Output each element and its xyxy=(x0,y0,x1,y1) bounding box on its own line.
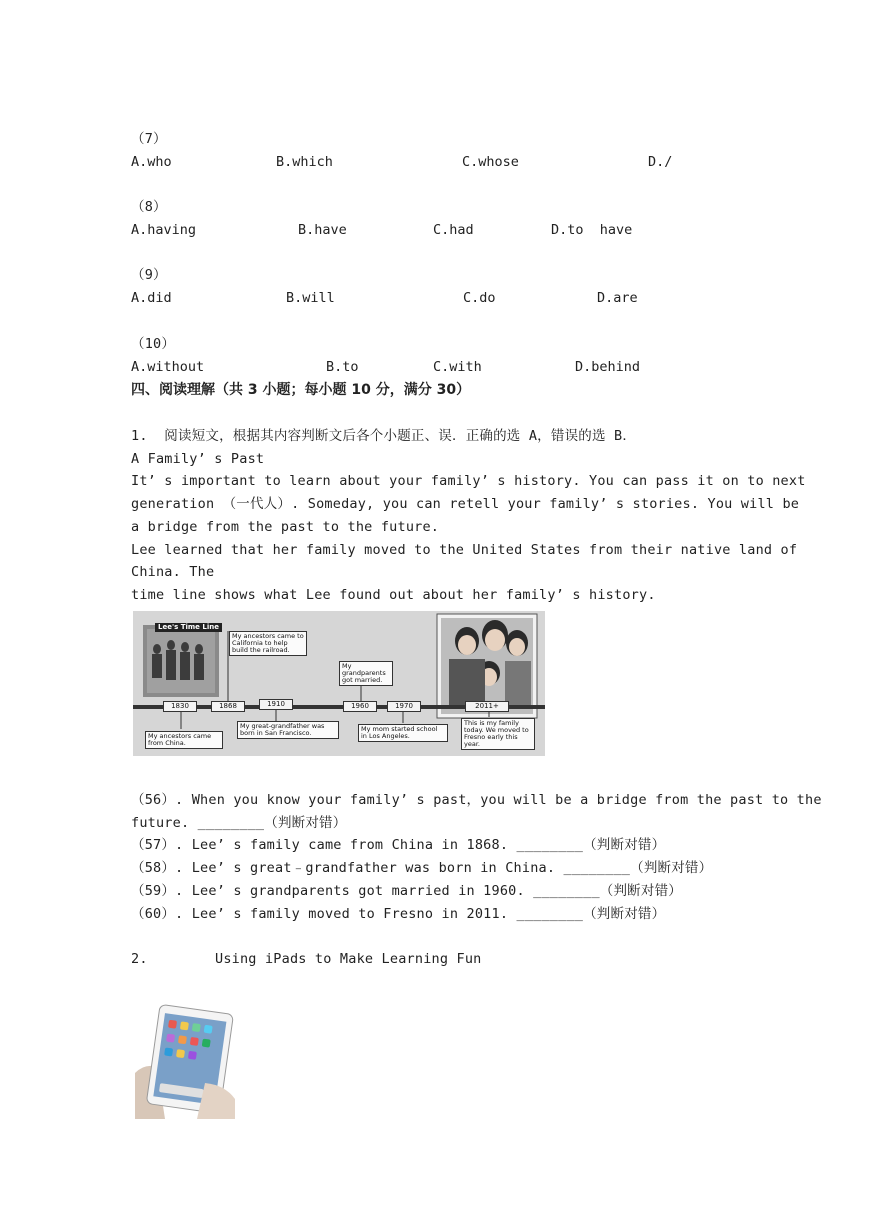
option-d: D.to have xyxy=(551,222,633,238)
passage-title: Using iPads to Make Learning Fun xyxy=(215,951,482,967)
option-c: C.had xyxy=(433,222,474,238)
note-family-today: This is my family today. We moved to Fresno early this year. xyxy=(461,718,535,750)
passage-line: China. The xyxy=(131,564,215,580)
option-c: C.with xyxy=(433,359,482,375)
year-marker: 1830 xyxy=(163,701,197,712)
passage-line: time line shows what Lee found out about her family’ s history. xyxy=(131,587,656,603)
section-heading: 四、阅读理解（共 3 小题；每小题 10 分，满分 30） xyxy=(131,382,471,398)
question-number: （8） xyxy=(131,199,167,215)
note-ancestors-came: My ancestors came to California to help build the railroad. xyxy=(229,631,307,656)
item-60: （60）. Lee’ s family moved to Fresno in 2011. ________（判断对错） xyxy=(131,906,666,922)
tablet-in-hand-image xyxy=(135,1003,235,1119)
passage-number: 2. xyxy=(131,951,148,967)
passage-title: A Family’ s Past xyxy=(131,451,265,467)
option-d: D.behind xyxy=(575,359,641,375)
passage-line: generation （一代人）. Someday, you can retell your family’ s stories. You will be xyxy=(131,496,800,512)
year-marker: 1868 xyxy=(211,701,245,712)
option-d: D.are xyxy=(597,290,638,306)
option-a: A.who xyxy=(131,154,172,170)
passage-line: It’ s important to learn about your family’ s history. You can pass it on to next xyxy=(131,473,806,489)
option-c: C.whose xyxy=(462,154,519,170)
question-number: （7） xyxy=(131,131,167,147)
option-a: A.having xyxy=(131,222,197,238)
year-marker: 1910 xyxy=(259,699,293,710)
year-marker: 1960 xyxy=(343,701,377,712)
note-from-china: My ancestors came from China. xyxy=(145,731,223,749)
option-d: D./ xyxy=(648,154,673,170)
passage-instruction: 1. 阅读短文，根据其内容判断文后各个小题正、误．正确的选 A，错误的选 B． xyxy=(131,428,637,444)
passage-line: Lee learned that her family moved to the United States from their native land of xyxy=(131,542,798,558)
option-b: B.which xyxy=(276,154,333,170)
option-a: A.without xyxy=(131,359,205,375)
question-number: （10） xyxy=(131,336,176,352)
option-c: C.do xyxy=(463,290,496,306)
question-number: （9） xyxy=(131,267,167,283)
timeline-title: Lee's Time Line xyxy=(155,623,222,632)
option-b: B.will xyxy=(286,290,335,306)
option-a: A.did xyxy=(131,290,172,306)
item-56: （56）. When you know your family’ s past，you will be a bridge from the past to the xyxy=(131,792,822,808)
note-great-grandfather: My great-grandfather was born in San Francisco. xyxy=(237,721,339,739)
item-59: （59）. Lee’ s grandparents got married in 1960. ________（判断对错） xyxy=(131,883,682,899)
item-56-cont: future. ________（判断对错） xyxy=(131,815,347,831)
year-marker: 1970 xyxy=(387,701,421,712)
passage-line: a bridge from the past to the future. xyxy=(131,519,440,535)
note-mom-school: My mom started school in Los Angeles. xyxy=(358,724,448,742)
item-58: （58）. Lee’ s great﹣grandfather was born in China. ________（判断对错） xyxy=(131,860,713,876)
year-marker: 2011+ xyxy=(465,701,509,712)
note-grandparents: My grandparents got married. xyxy=(339,661,393,686)
option-b: B.have xyxy=(298,222,347,238)
family-timeline-figure xyxy=(133,611,545,756)
item-57: （57）. Lee’ s family came from China in 1868. ________（判断对错） xyxy=(131,837,666,853)
option-b: B.to xyxy=(326,359,359,375)
